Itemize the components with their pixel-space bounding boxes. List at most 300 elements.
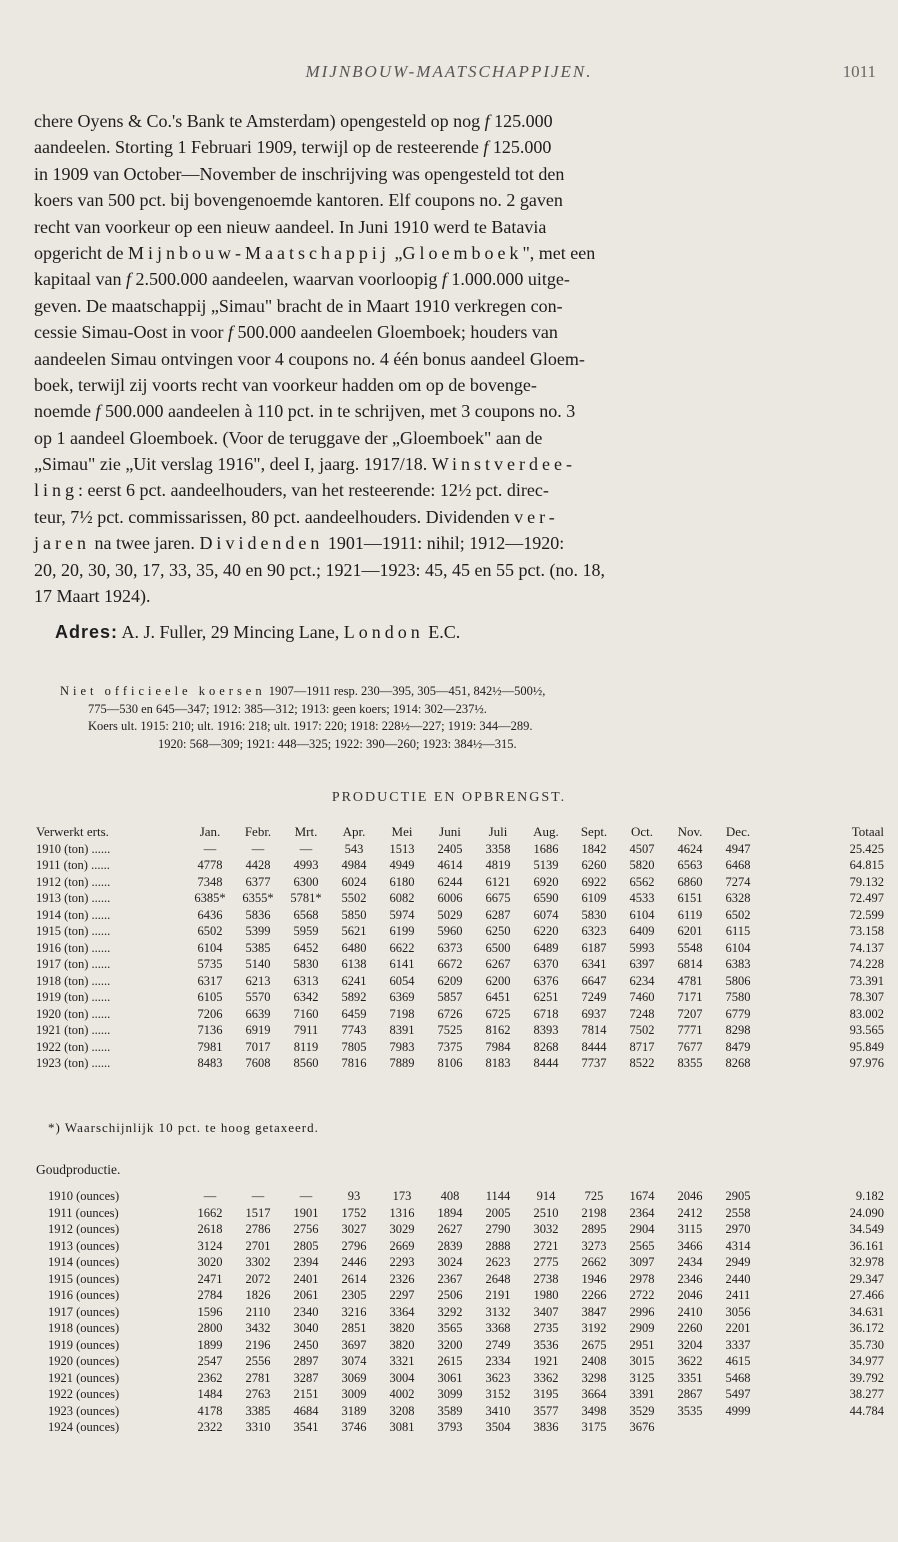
table-cell: — — [299, 841, 313, 856]
table-row — [36, 923, 884, 940]
table-cell: 2867 — [677, 1387, 703, 1401]
table-cell: — — [251, 841, 265, 856]
table-cell: 2701 — [245, 1238, 271, 1253]
table-cell: 7375 — [437, 1039, 463, 1054]
table-cell: 2895 — [581, 1222, 607, 1236]
text-segment: cessie Simau-Oost in voor — [34, 322, 228, 343]
table-cell: 6341 — [581, 957, 607, 971]
table-cell: 6220 — [533, 924, 559, 938]
table-cell: 7816 — [341, 1056, 367, 1070]
text-segment: 125.000 — [488, 137, 552, 158]
table-row — [48, 1403, 884, 1420]
table-cell: 3697 — [341, 1337, 367, 1352]
table-cell: 6919 — [245, 1023, 271, 1037]
table-cell: 2334 — [485, 1354, 511, 1368]
table-cell: 1899 — [197, 1337, 223, 1352]
table-cell: 8479 — [725, 1039, 751, 1054]
table-cell: 6860 — [677, 874, 703, 889]
table-cell: 3056 — [725, 1304, 751, 1319]
table-cell: 3040 — [293, 1321, 319, 1335]
table-cell: 6369 — [389, 990, 415, 1004]
text-segment: 2.500.000 aandeelen, waarvan voorloopig — [130, 269, 442, 290]
table-cell: 6370 — [533, 957, 559, 971]
row-total: 93.565 — [849, 1023, 884, 1037]
table-cell: 7274 — [725, 874, 751, 889]
table-cell: 2790 — [485, 1222, 511, 1236]
text-segment: 125.000 — [489, 111, 553, 131]
table-row — [48, 1238, 884, 1255]
row-label: 1918 (ton) ...... — [36, 973, 111, 988]
table-cell: 3321 — [389, 1354, 415, 1368]
text-segment: opgericht de — [34, 242, 128, 263]
table-cell: 3541 — [293, 1420, 319, 1434]
table-cell: 2346 — [677, 1271, 703, 1286]
table-cell: 6376 — [533, 973, 559, 988]
table-cell: 2326 — [389, 1271, 415, 1286]
table-cell: 3310 — [245, 1420, 271, 1434]
table-cell: 6287 — [485, 907, 511, 922]
table-cell: 7981 — [197, 1039, 223, 1054]
table-cell: 6105 — [197, 990, 223, 1004]
table-header-row — [36, 824, 884, 841]
table-cell: 7198 — [389, 1006, 415, 1021]
table-cell: 4984 — [341, 858, 367, 872]
table-cell: 6006 — [437, 891, 463, 905]
table-cell: 5621 — [341, 924, 367, 938]
table-cell: 4778 — [197, 858, 223, 872]
table-row — [36, 1055, 884, 1072]
table-cell: 8444 — [533, 1056, 559, 1070]
table-cell: 2763 — [245, 1387, 271, 1401]
text-segment: koers van 500 pct. bij bovengenoemde kantoren. Elf coupons no. 2 gaven — [34, 190, 563, 211]
column-header: Verwerkt erts. — [36, 824, 109, 839]
text-segment: Dividenden — [199, 533, 324, 554]
table-cell: 3432 — [245, 1321, 271, 1335]
table-cell: 6459 — [341, 1006, 367, 1021]
text-segment: Mijnbouw-Maatschappij — [127, 242, 390, 263]
table-cell: 6502 — [197, 924, 223, 938]
column-header: Sept. — [580, 824, 608, 839]
row-total: 25.425 — [849, 841, 884, 856]
table-cell: 6480 — [341, 940, 367, 955]
table-row — [36, 1039, 884, 1056]
table-cell: 3407 — [533, 1304, 559, 1319]
table-cell: 3664 — [581, 1387, 607, 1401]
table-cell: 1826 — [245, 1288, 271, 1302]
address-line — [55, 622, 460, 643]
table-cell: 7771 — [677, 1023, 703, 1037]
table-cell: 5820 — [629, 858, 655, 872]
row-total: 34.977 — [849, 1354, 884, 1368]
table-row — [36, 857, 884, 874]
column-header: Mrt. — [294, 824, 318, 839]
table-cell: 2266 — [581, 1288, 607, 1302]
table-cell: 6234 — [629, 973, 655, 988]
table-row — [48, 1370, 884, 1387]
table-cell: 5836 — [245, 907, 271, 922]
table-cell: 6355* — [242, 891, 274, 905]
table-cell: 6104 — [629, 907, 655, 922]
column-header: Mei — [391, 824, 413, 839]
row-label: 1918 (ounces) — [48, 1321, 120, 1335]
address-label: Adres: — [55, 622, 119, 642]
table-cell: 5830 — [581, 907, 607, 922]
running-title: MIJNBOUW-MAATSCHAPPIJEN. — [305, 62, 593, 81]
table-cell: 5960 — [437, 924, 463, 938]
table-cell: 1662 — [197, 1205, 223, 1220]
table-cell: 6251 — [533, 990, 559, 1004]
page-number: 1011 — [842, 62, 876, 81]
table-cell: 2394 — [293, 1255, 319, 1269]
table-cell: 3836 — [533, 1420, 559, 1434]
table-cell: 3292 — [437, 1304, 463, 1319]
table-cell: 6568 — [293, 907, 319, 922]
text-segment: aandeelen Simau ontvingen voor 4 coupons no. 4 één bonus aandeel Gloem- — [34, 348, 585, 369]
table-cell: 3820 — [389, 1321, 415, 1335]
table-cell: 6187 — [581, 940, 607, 955]
table-cell: 6814 — [677, 957, 703, 971]
table-cell: 6779 — [725, 1006, 751, 1021]
table-cell: 7911 — [293, 1023, 319, 1037]
page-header — [0, 62, 898, 88]
table-row — [48, 1320, 884, 1337]
table-cell: 7580 — [725, 990, 751, 1004]
table-cell: 6074 — [533, 907, 559, 922]
table-cell: 6201 — [677, 924, 703, 938]
row-label: 1917 (ton) ...... — [36, 957, 111, 971]
row-label: 1912 (ton) ...... — [36, 874, 111, 889]
paragraph-line — [34, 161, 880, 187]
table-cell: 1517 — [245, 1205, 271, 1220]
table-cell: 3337 — [725, 1337, 751, 1352]
table-row — [36, 940, 884, 957]
table-cell: 2618 — [197, 1222, 223, 1236]
table-cell: 3020 — [197, 1255, 223, 1269]
table-cell: 2046 — [677, 1189, 703, 1203]
text-segment: : eerst 6 pct. aandeelhouders, van het resteerende: 12½ pct. direc- — [78, 480, 549, 501]
column-header: Aug. — [533, 824, 559, 839]
row-total: 64.815 — [849, 858, 884, 872]
table-cell: 2411 — [725, 1288, 751, 1302]
table-cell: 2556 — [245, 1354, 271, 1368]
table-cell: 7206 — [197, 1006, 223, 1021]
table-cell: 5502 — [341, 891, 367, 905]
table-cell: 7743 — [341, 1023, 367, 1037]
table-cell: 4819 — [485, 858, 511, 872]
text-segment: 17 Maart 1924). — [34, 586, 151, 607]
table-cell: 4624 — [677, 841, 703, 856]
row-label: 1921 (ton) ...... — [36, 1023, 111, 1037]
table-cell: 3192 — [581, 1321, 607, 1335]
paragraph-line — [34, 187, 880, 213]
ore-processed-table — [36, 824, 884, 1072]
table-cell: 3061 — [437, 1370, 463, 1385]
table-cell: 7983 — [389, 1039, 415, 1054]
table-cell: 3535 — [677, 1403, 703, 1418]
paragraph-line — [34, 214, 880, 240]
table-cell: 1513 — [389, 841, 415, 856]
row-total: 72.497 — [849, 891, 884, 905]
table-cell: 725 — [584, 1189, 604, 1203]
table-cell: 7460 — [629, 990, 655, 1004]
table-cell: 6468 — [725, 858, 751, 872]
row-total: 72.599 — [849, 907, 884, 922]
text-segment: 1901—1911: nihil; 1912—1920: — [323, 533, 565, 554]
table-cell: 8119 — [293, 1039, 319, 1054]
table-cell: 2401 — [293, 1271, 319, 1286]
table-cell: 6328 — [725, 891, 751, 905]
text-segment: ling — [34, 480, 79, 501]
address-suffix: E.C. — [428, 622, 461, 642]
table-cell: 1752 — [341, 1205, 367, 1220]
table-cell: 4993 — [293, 858, 319, 872]
table-cell: 6104 — [725, 940, 751, 955]
table-cell: 3097 — [629, 1255, 655, 1269]
table-cell: 3577 — [533, 1403, 559, 1418]
table-cell: 1901 — [293, 1205, 319, 1220]
row-label: 1913 (ounces) — [48, 1238, 120, 1253]
table-cell: 7737 — [581, 1056, 607, 1070]
table-cell: — — [203, 841, 217, 856]
table-cell: 2978 — [629, 1271, 655, 1286]
table-cell: 3362 — [533, 1370, 559, 1385]
table-cell: 2951 — [629, 1337, 655, 1352]
table-cell: 2510 — [533, 1205, 559, 1220]
table-cell: 4949 — [389, 858, 415, 872]
table-cell: 5140 — [245, 957, 271, 971]
table-cell: 7248 — [629, 1006, 655, 1021]
text-segment: „Simau" zie „Uit verslag 1916", deel I, jaarg. 1917/18. — [34, 454, 432, 475]
table-cell: 6590 — [533, 891, 559, 905]
table-cell: 7677 — [677, 1039, 703, 1054]
row-total: 36.172 — [849, 1321, 884, 1335]
text-segment: 20, 20, 30, 30, 17, 33, 35, 40 en 90 pct.; 1921—1923: 45, 45 en 55 pct. (no. 18, — [34, 559, 605, 580]
row-total: 97.976 — [849, 1056, 884, 1070]
table-cell: 2191 — [485, 1288, 511, 1302]
table-cell: 2364 — [629, 1205, 655, 1220]
table-cell: 3351 — [677, 1370, 703, 1385]
table-cell: 2615 — [437, 1354, 463, 1368]
paragraph-line — [34, 477, 880, 503]
table-cell: 2749 — [485, 1337, 511, 1352]
paragraph-line — [34, 346, 880, 372]
table-cell: 2005 — [485, 1205, 511, 1220]
column-header: Dec. — [725, 824, 751, 839]
row-total: 44.784 — [849, 1403, 884, 1418]
table-cell: 6109 — [581, 891, 607, 905]
paragraph-line — [34, 134, 880, 160]
table-cell: 2408 — [581, 1354, 607, 1368]
text-segment: boek, terwijl zij voorts recht van voorkeur hadden om op de bovenge- — [34, 374, 537, 395]
table-cell: 6244 — [437, 874, 463, 889]
table-cell: 4002 — [389, 1387, 415, 1401]
table-cell: 5830 — [293, 957, 319, 971]
text-segment: Winstverdee- — [431, 454, 576, 475]
table-cell: 6313 — [293, 973, 319, 988]
paragraph-line — [34, 319, 880, 345]
row-total: 38.277 — [849, 1387, 884, 1401]
table-cell: 2800 — [197, 1321, 223, 1335]
row-label: 1915 (ounces) — [48, 1271, 120, 1286]
row-label: 1917 (ounces) — [48, 1304, 120, 1319]
row-total: 39.792 — [849, 1370, 884, 1385]
table-cell: 7889 — [389, 1056, 415, 1070]
text-segment: jaren — [34, 533, 90, 554]
row-label: 1914 (ounces) — [48, 1255, 120, 1269]
share-prices-block — [60, 683, 880, 753]
row-total: 34.631 — [849, 1304, 884, 1319]
table-cell: 1316 — [389, 1205, 415, 1220]
column-header: Jan. — [199, 824, 221, 839]
row-label: 1924 (ounces) — [48, 1420, 120, 1434]
row-total: 95.849 — [849, 1039, 884, 1054]
table-cell: 7502 — [629, 1023, 655, 1037]
text-segment: 1.000.000 uitge- — [446, 269, 570, 290]
table-cell: 3498 — [581, 1403, 607, 1418]
table-cell: 6383 — [725, 957, 751, 971]
table-cell: 2322 — [197, 1420, 223, 1434]
row-total — [762, 1419, 884, 1436]
table-cell: 5974 — [389, 907, 415, 922]
table-cell: 4314 — [725, 1238, 751, 1253]
table-cell: — — [251, 1189, 265, 1203]
table-cell: 5857 — [437, 990, 463, 1004]
table-cell: 6141 — [389, 957, 415, 971]
table-cell: 3208 — [389, 1403, 415, 1418]
table-cell: 3565 — [437, 1321, 463, 1335]
table-cell: 2970 — [725, 1222, 751, 1236]
row-total: 73.158 — [849, 924, 884, 938]
table-cell: 4781 — [677, 973, 703, 988]
table-row — [36, 989, 884, 1006]
column-header: Oct. — [630, 824, 654, 839]
table-cell: 3195 — [533, 1387, 559, 1401]
text-segment: ver- — [514, 506, 559, 527]
table-cell: 6241 — [341, 973, 367, 988]
table-cell: 3152 — [485, 1387, 511, 1401]
table-cell: 5385 — [245, 940, 271, 955]
row-label: 1913 (ton) ...... — [36, 891, 111, 905]
table-cell: 3125 — [629, 1370, 655, 1385]
table-cell: 8298 — [725, 1023, 751, 1037]
table-cell: 2623 — [485, 1255, 511, 1269]
table-cell: 6200 — [485, 973, 511, 988]
table-cell: 6119 — [677, 907, 703, 922]
table-cell: 2721 — [533, 1238, 559, 1253]
row-label: 1910 (ounces) — [48, 1189, 120, 1203]
text-segment: chere Oyens & Co.'s Bank te Amsterdam) opengesteld op nog — [34, 111, 485, 131]
gold-production-title: Goudproductie. — [36, 1162, 121, 1177]
table-cell: 5735 — [197, 957, 223, 971]
table-cell: 8268 — [533, 1039, 559, 1054]
row-label: 1923 (ounces) — [48, 1403, 120, 1418]
table-cell: 2110 — [245, 1304, 271, 1319]
row-total: 32.978 — [849, 1255, 884, 1269]
table-cell: 7984 — [485, 1039, 511, 1054]
table-row — [48, 1386, 884, 1403]
table-cell: 6647 — [581, 973, 607, 988]
table-cell: 3216 — [341, 1304, 367, 1319]
table-cell: 8560 — [293, 1056, 319, 1070]
table-cell: 6726 — [437, 1006, 463, 1021]
table-cell: 2198 — [581, 1205, 607, 1220]
table-cell: 3368 — [485, 1321, 511, 1335]
table-cell: 3529 — [629, 1403, 655, 1418]
table-cell: 2440 — [725, 1271, 751, 1286]
text-segment: f — [125, 269, 131, 290]
table-cell: 6502 — [725, 907, 751, 922]
table-cell: 3793 — [437, 1420, 463, 1434]
table-cell: 93 — [347, 1189, 361, 1203]
table-cell: 6639 — [245, 1006, 271, 1021]
table-cell: 2471 — [197, 1271, 223, 1286]
table-row — [48, 1205, 884, 1222]
table-cell: 3074 — [341, 1354, 367, 1368]
table-cell: 2151 — [293, 1387, 319, 1401]
table-cell: 3189 — [341, 1403, 367, 1418]
table-cell: 1144 — [485, 1189, 511, 1203]
table-cell: 3029 — [389, 1222, 415, 1236]
address-city: London — [343, 622, 424, 642]
table-cell: 3358 — [485, 841, 511, 856]
column-header: Juni — [439, 824, 461, 839]
table-cell: 6104 — [197, 940, 223, 955]
table-cell: 6317 — [197, 973, 223, 988]
row-label: 1916 (ounces) — [48, 1288, 120, 1302]
column-header: Juli — [488, 824, 508, 839]
row-total: 9.182 — [855, 1189, 884, 1203]
table-cell: 4947 — [725, 841, 751, 856]
text-segment: recht van voorkeur op een nieuw aandeel. In Juni 1910 werd te Batavia — [34, 216, 547, 237]
table-cell: 5959 — [293, 924, 319, 938]
text-segment: f — [441, 269, 447, 290]
column-header: Apr. — [342, 824, 366, 839]
table-cell: 2756 — [293, 1222, 319, 1236]
table-cell: 5548 — [677, 940, 703, 955]
table-cell: 2614 — [341, 1271, 367, 1286]
row-label: 1912 (ounces) — [48, 1222, 120, 1236]
table-row — [36, 907, 884, 924]
table-cell: 6937 — [581, 1006, 607, 1021]
prices-line-1: Niet officieele koersen 1907—1911 resp. 230—395, 305—451, 842½—500½, — [60, 684, 546, 698]
table-cell: 6082 — [389, 891, 415, 905]
table-cell: 7171 — [677, 990, 703, 1004]
table-cell: 6563 — [677, 858, 703, 872]
table-row — [48, 1221, 884, 1238]
table-cell: 2662 — [581, 1255, 607, 1269]
column-header: Nov. — [677, 824, 703, 839]
row-label: 1919 (ton) ...... — [36, 990, 111, 1004]
table-cell: 7814 — [581, 1023, 607, 1037]
row-label: 1920 (ton) ...... — [36, 1006, 111, 1021]
table-cell: 6436 — [197, 907, 223, 922]
table-cell: 8268 — [725, 1056, 751, 1070]
table-cell: 1980 — [533, 1288, 559, 1302]
column-header: Febr. — [244, 824, 272, 839]
table-cell: 3175 — [581, 1420, 607, 1434]
table-cell: 8391 — [389, 1023, 415, 1037]
table-cell: 3287 — [293, 1370, 319, 1385]
text-segment: f — [483, 137, 489, 158]
table-cell: 2340 — [293, 1304, 319, 1319]
row-label: 1910 (ton) ...... — [36, 841, 111, 856]
table-cell: 6138 — [341, 957, 367, 971]
text-segment: geven. De maatschappij „Simau" bracht de in Maart 1910 verkregen con- — [34, 295, 563, 316]
row-total: 74.228 — [849, 957, 884, 971]
table-cell: 173 — [392, 1189, 412, 1203]
table-cell: 2796 — [341, 1238, 367, 1253]
row-total: 79.132 — [849, 874, 884, 889]
